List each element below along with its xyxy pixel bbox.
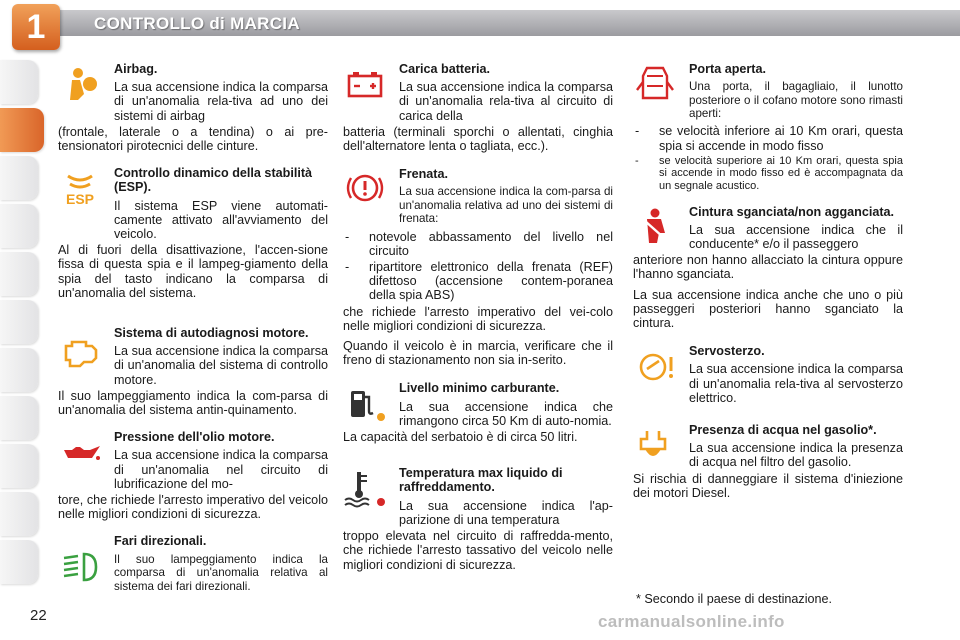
battery-text: La sua accensione indica la comparsa di un'anomalia rela-tiva al circuito di carica della <box>399 80 613 123</box>
door-open-text: Una porta, il bagagliaio, il lunotto posteriore o il cofano motore sono rimasti aperti: <box>689 80 903 121</box>
fuel-level-text-cont: La capacità del serbatoio è di circa 50 litri. <box>343 430 578 445</box>
engine-diagnosis-text-cont: Il suo lampeggiamento indica la com-parsa di un'anomalia del sistema antin-quinamento. <box>58 388 328 418</box>
open-door-icon <box>633 64 677 102</box>
warning-airbag <box>58 62 328 153</box>
warning-battery <box>343 62 613 153</box>
battery-title: Carica batteria. <box>399 62 490 76</box>
chapter-tab[interactable] <box>0 348 38 392</box>
fuel-level-title: Livello minimo carburante. <box>399 381 560 396</box>
warning-seatbelt <box>633 205 903 331</box>
seatbelt-text-cont: anteriore non hanno allacciato la cintura oppure l'hanno sganciata. <box>633 253 903 282</box>
chapter-tab[interactable] <box>0 252 38 296</box>
battery-icon <box>343 64 387 102</box>
airbag-text-cont: (frontale, laterale o a tendina) o ai pre-tensionatori pirotecnici delle cinture. <box>58 124 328 154</box>
chapter-tab[interactable] <box>0 540 38 584</box>
braking-list <box>343 230 613 303</box>
chapter-tabs <box>0 60 46 580</box>
airbag-icon <box>58 64 102 102</box>
column-left <box>58 62 328 593</box>
water-in-diesel-icon <box>633 425 677 463</box>
warning-door-open <box>633 62 903 193</box>
warning-oil-pressure <box>58 430 328 521</box>
warning-engine-diagnosis <box>58 326 328 417</box>
esp-icon <box>58 170 102 208</box>
power-steering-icon <box>633 348 677 386</box>
column-right <box>633 62 903 500</box>
fuel-level-text: La sua accensione indica che rimangono circa 50 Km di auto-nomia. <box>399 399 613 428</box>
engine-diagnosis-title: Sistema di autodiagnosi motore. <box>114 326 309 341</box>
warning-power-steering <box>633 344 903 405</box>
warning-braking <box>343 167 613 367</box>
headlamp-icon <box>58 548 102 586</box>
battery-text-cont: batteria (terminali sporchi o allentati, cinghia dell'alternatore lenta o tagliata, ecc.). <box>343 124 613 154</box>
seatbelt-title: Cintura sganciata/non agganciata. <box>689 204 895 219</box>
brake-icon <box>343 169 387 207</box>
airbag-title: Airbag. <box>114 62 158 76</box>
seatbelt-icon <box>633 207 677 245</box>
headlamps-text: Il suo lampeggiamento indica la comparsa di un'anomalia relativa al sistema dei fari direzionali. <box>114 552 328 593</box>
chapter-tab[interactable] <box>0 204 38 248</box>
door-open-list <box>633 124 903 192</box>
column-middle <box>343 62 613 572</box>
warning-water-in-diesel <box>633 423 903 500</box>
coolant-temp-title: Temperatura max liquido di raffreddamento. <box>399 466 563 495</box>
coolant-temp-text-cont: troppo elevata nel circuito di raffredda-mento, che richiede l'arresto tassativo del veicolo nelle migliori condizioni di sicurezza. <box>343 529 613 572</box>
watermark: carmanualsonline.info <box>598 612 785 631</box>
svg-text:ESP: ESP <box>65 191 95 208</box>
page-number: 22 <box>30 607 47 624</box>
water-in-diesel-title: Presenza di acqua nel gasolio*. <box>689 423 877 438</box>
door-open-title: Porta aperta. <box>689 62 766 76</box>
chapter-tab[interactable] <box>0 396 38 440</box>
oil-pressure-text-cont: tore, che richiede l'arresto imperativo del veicolo nelle migliori condizioni di sicurezza. <box>58 493 328 522</box>
water-in-diesel-text: La sua accensione indica la presenza di acqua nel filtro del gasolio. <box>689 441 903 470</box>
braking-text-cont2: Quando il veicolo è in marcia, verificare che il freno di stazionamento non sia in-serito. <box>343 339 613 368</box>
chapter-tab-active[interactable] <box>0 108 44 152</box>
warning-esp <box>58 166 328 300</box>
coolant-temp-icon <box>343 470 387 508</box>
airbag-text: La sua accensione indica la comparsa di un'anomalia rela-tiva ad uno dei sistemi di airbag <box>114 80 328 123</box>
warning-coolant-temperature <box>343 466 613 571</box>
headlamps-title: Fari direzionali. <box>114 534 207 549</box>
chapter-tab[interactable] <box>0 444 38 488</box>
braking-text: La sua accensione indica la com-parsa di un'anomalia relativa ad uno dei sistemi di frenata: <box>399 185 613 226</box>
list-item: - se velocità inferiore ai 10 Km orari, questa spia si accende in modo fisso <box>633 124 903 152</box>
power-steering-text: La sua accensione indica la comparsa di un'anomalia rela-tiva al servosterzo elettrico. <box>689 362 903 405</box>
seatbelt-text: La sua accensione indica che il conducente* e/o il passeggero <box>689 222 903 252</box>
oil-pressure-text: La sua accensione indica la comparsa di un'anomalia nel circuito di lubrificazione del mo- <box>114 448 328 491</box>
esp-text-cont: Al di fuori della disattivazione, l'accen-sione fissa di questa spia e il lampeg-giamento della spia del tasto indicano la comparsa di un'anomalia del sistema. <box>58 243 328 300</box>
fuel-pump-icon <box>343 385 387 423</box>
braking-title: Frenata. <box>399 167 448 182</box>
engine-icon <box>58 332 102 370</box>
chapter-tab[interactable] <box>0 60 38 104</box>
power-steering-title: Servosterzo. <box>689 344 765 359</box>
oil-can-icon <box>58 434 102 472</box>
chapter-tab[interactable] <box>0 300 38 344</box>
esp-text: Il sistema ESP viene automati-camente attivato all'avviamento del veicolo. <box>114 198 328 242</box>
footnote: * Secondo il paese di destinazione. <box>636 592 833 606</box>
chapter-tab[interactable] <box>0 492 38 536</box>
engine-diagnosis-text: La sua accensione indica la comparsa di un'anomalia del sistema di controllo motore. <box>114 344 328 387</box>
braking-text-cont: che richiede l'arresto imperativo del vei-colo nelle migliori condizioni di sicurezza. <box>343 304 613 333</box>
coolant-temp-text: La sua accensione indica l'ap-parizione di una temperatura <box>399 498 613 527</box>
seatbelt-text-cont2: La sua accensione indica anche che uno o più passeggeri posteriori hanno sganciato la cintura. <box>633 287 903 331</box>
chapter-tab[interactable] <box>0 156 38 200</box>
warning-directional-headlamps <box>58 534 328 592</box>
water-in-diesel-text-cont: Si rischia di danneggiare il sistema d'iniezione dei motori Diesel. <box>633 471 903 500</box>
page-title: CONTROLLO di MARCIA <box>94 14 300 33</box>
warning-fuel-level <box>343 381 613 444</box>
list-item: - ripartitore elettronico della frenata (REF) difettoso (accensione contem-poranea della spia ABS) <box>343 260 613 303</box>
chapter-badge: 1 <box>12 4 60 50</box>
list-item: - notevole abbassamento del livello nel circuito <box>343 230 613 258</box>
oil-pressure-title: Pressione dell'olio motore. <box>114 430 275 445</box>
list-item: - se velocità superiore ai 10 Km orari, questa spia si accende in modo fisso ed è accompagnata da un segnale acustico. <box>633 155 903 193</box>
esp-title: Controllo dinamico della stabilità (ESP). <box>114 166 313 195</box>
